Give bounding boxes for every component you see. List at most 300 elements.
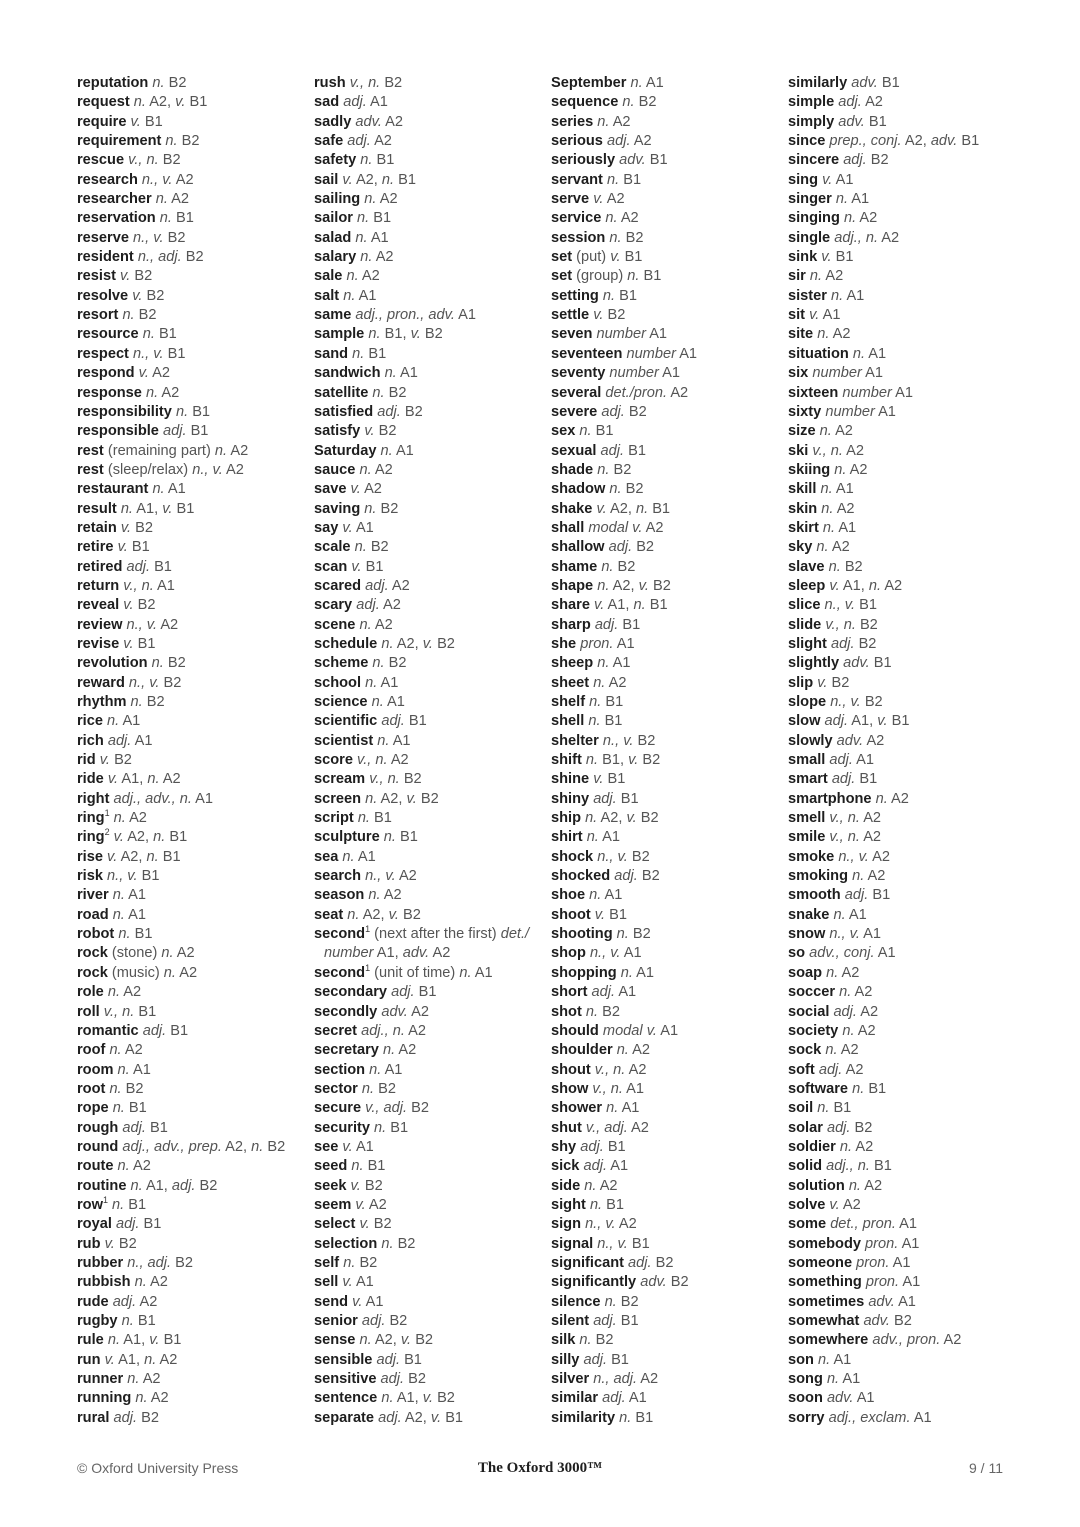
word-entry [77, 654, 309, 673]
part-of-speech: n. [586, 829, 599, 846]
headword: salary [314, 249, 357, 266]
word-entry [314, 151, 546, 170]
headword: secondly [314, 1003, 378, 1020]
headword: shadow [551, 481, 606, 498]
homonym-number: 1 [102, 1194, 108, 1205]
word-entry [314, 790, 546, 809]
cefr-level: A2 [364, 481, 382, 498]
word-entry [77, 770, 309, 789]
word-entry [314, 384, 546, 403]
cefr-level: B2 [420, 790, 439, 807]
headword: review [77, 616, 123, 633]
part-of-speech: adj. [838, 94, 862, 111]
cefr-level: B2 [638, 94, 657, 111]
headword: resort [77, 307, 119, 324]
part-of-speech: n., v. [126, 616, 158, 633]
word-entry [788, 1061, 1020, 1080]
word-entry [788, 93, 1020, 112]
part-of-speech: adj. [583, 1158, 607, 1175]
headword: revise [77, 635, 120, 652]
cefr-level: A2 [633, 133, 652, 150]
cefr-level: A1 [370, 94, 388, 111]
part-of-speech: n. [826, 1371, 840, 1388]
headword: serious [551, 133, 603, 150]
cefr-level: A2 [840, 1042, 859, 1059]
part-of-speech: v. [104, 1351, 115, 1368]
word-entry [551, 751, 783, 770]
headword: sad [314, 94, 340, 111]
headword: shower [551, 1100, 603, 1117]
word-entry [314, 1312, 546, 1331]
headword: sentence [314, 1390, 378, 1407]
word-entry [314, 267, 546, 286]
word-entry [551, 1177, 783, 1196]
part-of-speech: n. [609, 481, 622, 498]
word-entry [551, 654, 783, 673]
cefr-level: A2 [606, 191, 625, 208]
word-entry [314, 944, 546, 963]
part-of-speech: adj. [601, 403, 625, 420]
part-of-speech: n. [109, 1042, 122, 1059]
cefr-level: B1 [652, 500, 671, 517]
part-of-speech: v. [593, 307, 604, 324]
part-of-speech: n. [606, 171, 620, 188]
part-of-speech: n. [852, 1080, 865, 1097]
word-entry [788, 790, 1020, 809]
part-of-speech: v. [410, 326, 421, 343]
part-of-speech: n. [627, 268, 640, 285]
headword: roll [77, 1003, 100, 1020]
part-of-speech: n. [381, 1390, 394, 1407]
part-of-speech: v. [351, 558, 362, 575]
part-of-speech: n. [364, 191, 377, 208]
cefr-level: A2 [398, 1042, 417, 1059]
cefr-level: B2 [146, 287, 165, 304]
word-entry [788, 848, 1020, 867]
word-entry [551, 1215, 783, 1234]
cefr-level: A2 [230, 442, 249, 459]
cefr-level: A2, [396, 635, 419, 652]
part-of-speech: adj. [107, 732, 132, 749]
word-entry [77, 267, 309, 286]
cefr-level: A2 [375, 249, 394, 266]
headword: section [314, 1061, 366, 1078]
headword: science [314, 694, 368, 710]
headword: retain [77, 519, 117, 536]
cefr-level: B1 [604, 713, 623, 730]
cefr-level: B1 [606, 1196, 625, 1213]
cefr-level: A1, [851, 713, 874, 730]
word-entry [551, 113, 783, 132]
cefr-level: A2 [162, 771, 181, 788]
word-entry [314, 442, 546, 461]
headword: share [551, 597, 590, 614]
headword: rhythm [77, 694, 127, 710]
headword: soil [788, 1100, 814, 1117]
headword: shirt [551, 829, 583, 846]
word-entry [314, 519, 546, 538]
headword: sometimes [788, 1293, 865, 1310]
part-of-speech: n. [809, 268, 823, 285]
part-of-speech: n. [619, 1409, 632, 1426]
part-of-speech: n. [144, 1351, 157, 1368]
part-of-speech: adj. [830, 635, 855, 652]
part-of-speech: v. [406, 790, 417, 807]
part-of-speech: n. [360, 152, 373, 169]
headword: rise [77, 848, 103, 865]
word-entry [551, 983, 783, 1002]
cefr-level: A2 [620, 210, 639, 227]
part-of-speech: n. [107, 1332, 120, 1349]
word-column-1 [77, 74, 309, 1428]
cefr-level: B2 [595, 1332, 614, 1349]
headword: society [788, 1022, 839, 1039]
headword: script [314, 810, 354, 827]
word-entry [788, 325, 1020, 344]
cefr-level: A1 [902, 1274, 921, 1291]
part-of-speech: n. [616, 1042, 629, 1059]
word-entry [551, 403, 783, 422]
word-entry [551, 1157, 783, 1176]
headword: sincere [788, 152, 840, 169]
cefr-level: A1 [134, 732, 153, 749]
word-entry [788, 1177, 1020, 1196]
cefr-level: B2 [380, 500, 399, 517]
part-of-speech: number [626, 345, 676, 362]
cefr-level: B2 [607, 307, 626, 324]
cefr-level: A2, [225, 1138, 248, 1155]
word-entry [77, 190, 309, 209]
cefr-level: B1 [399, 829, 418, 846]
part-of-speech: v. [626, 810, 637, 827]
part-of-speech: n. [112, 887, 125, 904]
word-entry [314, 171, 546, 190]
headword: row [77, 1196, 103, 1213]
headword: resident [77, 249, 134, 266]
cefr-level: A2 [943, 1332, 962, 1349]
headword: someone [788, 1254, 853, 1271]
cefr-level: A2, [612, 577, 635, 594]
word-entry [77, 229, 309, 248]
part-of-speech: n. [585, 1003, 599, 1020]
part-of-speech: n. [365, 674, 378, 691]
headword: shooting [551, 926, 613, 943]
cefr-level: A2 [670, 384, 689, 401]
word-entry [788, 964, 1020, 983]
part-of-speech: modal v. [602, 1022, 657, 1039]
word-entry [314, 306, 546, 325]
word-entry [77, 74, 309, 93]
headword: reservation [77, 210, 156, 227]
word-entry [788, 209, 1020, 228]
word-entry [77, 113, 309, 132]
word-entry [551, 422, 783, 441]
headword: should [551, 1022, 599, 1039]
word-entry [551, 1273, 783, 1292]
part-of-speech: n. [130, 694, 143, 710]
cefr-level: A2 [881, 229, 900, 246]
part-of-speech: n. [589, 694, 602, 710]
part-of-speech: adv., conj. [809, 945, 875, 962]
word-entry [551, 287, 783, 306]
cefr-level: B2 [163, 674, 182, 691]
word-entry [77, 1215, 309, 1234]
cefr-level: B2 [636, 539, 655, 556]
headword: salad [314, 229, 352, 246]
headword: shout [551, 1061, 591, 1078]
headword: shoot [551, 906, 591, 923]
cefr-level: B2 [617, 558, 636, 575]
word-entry [551, 558, 783, 577]
part-of-speech: v., n. [812, 442, 843, 459]
cefr-level: A1 [660, 1022, 679, 1039]
headword: separate [314, 1409, 375, 1426]
part-of-speech: adj. [381, 713, 405, 730]
part-of-speech: n. [107, 713, 120, 730]
cefr-level: A2 [226, 461, 244, 478]
cefr-level: A1 [623, 945, 642, 962]
word-entry [551, 925, 783, 944]
word-entry [314, 558, 546, 577]
cefr-level: B1 [833, 1100, 852, 1117]
headword: signal [551, 1235, 594, 1252]
word-entry [314, 325, 546, 344]
cefr-level: A1 [392, 732, 411, 749]
headword: software [788, 1080, 849, 1097]
homonym-number: 1 [104, 808, 110, 819]
headword: shift [551, 752, 582, 769]
word-entry [788, 1409, 1020, 1428]
word-entry [551, 1235, 783, 1254]
word-entry [551, 809, 783, 828]
word-entry [788, 461, 1020, 480]
headword: sexual [551, 442, 597, 459]
word-entry [314, 886, 546, 905]
cefr-level: A2 [891, 790, 909, 807]
part-of-speech: v., n. [349, 75, 381, 91]
word-entry [551, 461, 783, 480]
part-of-speech: adj. [606, 133, 631, 150]
word-entry [788, 1099, 1020, 1118]
part-of-speech: v. [593, 191, 604, 208]
part-of-speech: adj. [356, 597, 380, 614]
headword: smartphone [788, 790, 872, 807]
cefr-level: B2 [437, 1390, 455, 1407]
word-entry [551, 74, 783, 93]
headword: shoulder [551, 1042, 613, 1059]
headword: sale [314, 268, 343, 285]
part-of-speech: n., v. [824, 597, 856, 614]
word-entry [788, 712, 1020, 731]
part-of-speech: v. [809, 307, 820, 324]
headword: seventy [551, 365, 606, 382]
headword: side [551, 1177, 581, 1194]
word-entry [551, 1370, 783, 1389]
headword: royal [77, 1216, 112, 1233]
headword: sir [788, 268, 806, 285]
part-of-speech: v., n. [123, 577, 154, 594]
cefr-level: A1 [899, 1216, 918, 1233]
word-entry [551, 635, 783, 654]
cefr-level: B2 [118, 1235, 137, 1252]
part-of-speech: v. [400, 1332, 412, 1349]
cefr-level: B2 [655, 1254, 674, 1271]
part-of-speech: v. [596, 500, 607, 517]
headword: sail [314, 171, 339, 188]
cefr-level: A1 [822, 307, 841, 324]
word-entry [77, 828, 309, 847]
cefr-level: A2 [390, 752, 409, 769]
cefr-level: A2 [152, 365, 171, 382]
part-of-speech: adj. [112, 1293, 137, 1310]
cefr-level: A1 [842, 1371, 861, 1388]
word-entry [77, 790, 309, 809]
word-entry [314, 635, 546, 654]
headword: sight [551, 1196, 586, 1213]
headword: resource [77, 326, 139, 343]
cefr-level: B2 [602, 1003, 620, 1020]
cefr-level: B1, [602, 752, 625, 769]
word-entry [788, 248, 1020, 267]
headword: somewhat [788, 1313, 860, 1329]
word-entry [314, 964, 546, 983]
cefr-level: B1 [192, 403, 211, 420]
part-of-speech: v., n. [825, 616, 856, 633]
part-of-speech: det., pron. [830, 1216, 896, 1233]
part-of-speech: adv. [402, 945, 430, 962]
cefr-level: B1 [868, 1080, 887, 1097]
cefr-level: B1 [961, 133, 980, 150]
part-of-speech: adj. [378, 1409, 402, 1426]
part-of-speech: n. [630, 75, 643, 91]
part-of-speech: n. [364, 500, 377, 517]
word-entry [788, 442, 1020, 461]
part-of-speech: n. [346, 268, 359, 285]
headword: slow [788, 713, 821, 730]
part-of-speech: adj. [580, 1138, 604, 1155]
headword: silver [551, 1371, 590, 1388]
part-of-speech: adv. [843, 655, 870, 672]
word-entry [788, 403, 1020, 422]
part-of-speech: adj. [115, 1216, 140, 1233]
cefr-level: A2 [860, 1003, 879, 1020]
headword: soccer [788, 984, 836, 1001]
part-of-speech: n. [604, 1293, 617, 1310]
cefr-level: A1 [132, 1061, 151, 1078]
part-of-speech: adj. [162, 423, 187, 440]
part-of-speech: n. [585, 752, 599, 769]
part-of-speech: n. [384, 365, 397, 382]
headword: shape [551, 577, 594, 594]
headword: somewhere [788, 1332, 869, 1349]
cefr-level: A1 [878, 403, 896, 420]
part-of-speech: n., v. [128, 674, 160, 691]
cefr-level: A2 [171, 191, 189, 208]
part-of-speech: n. [122, 307, 135, 324]
part-of-speech: adj., n. [826, 1158, 870, 1175]
headword: so [788, 945, 806, 962]
part-of-speech: adj. [826, 1119, 851, 1136]
cefr-level: B1 [390, 1119, 409, 1136]
word-entry [314, 1351, 546, 1370]
part-of-speech: n. [816, 539, 829, 556]
cefr-level: B1 [859, 597, 878, 614]
cefr-level: B1 [167, 345, 186, 362]
cefr-level: B1 [620, 1313, 639, 1329]
cefr-level: A1 [358, 287, 377, 304]
cefr-level: A1 [856, 752, 875, 769]
headword: sky [788, 539, 813, 556]
cefr-level: A1 [195, 790, 214, 807]
headword: respect [77, 345, 129, 362]
headword: request [77, 94, 130, 111]
headword: screen [314, 790, 362, 807]
headword: sequence [551, 94, 619, 111]
part-of-speech: adj. [380, 1371, 405, 1388]
headword: silk [551, 1332, 576, 1349]
word-entry [551, 500, 783, 519]
part-of-speech: n., v. [597, 1235, 628, 1252]
word-entry [314, 1080, 546, 1099]
headword: saving [314, 500, 361, 517]
word-entry [788, 1351, 1020, 1370]
part-of-speech: n. [354, 539, 367, 556]
word-entry [314, 751, 546, 770]
word-entry [551, 1351, 783, 1370]
headword: senior [314, 1313, 358, 1329]
word-entry [551, 1312, 783, 1331]
part-of-speech: n. [251, 1138, 264, 1155]
cefr-level: B2 [181, 133, 200, 150]
word-entry [788, 1370, 1020, 1389]
word-entry [551, 538, 783, 557]
word-entry [551, 906, 783, 925]
word-entry [314, 1003, 546, 1022]
part-of-speech: number [596, 326, 646, 343]
part-of-speech: n. [369, 1061, 382, 1078]
part-of-speech: number [609, 365, 659, 382]
word-entry [314, 93, 546, 112]
headword: ring [77, 810, 105, 827]
cefr-level: A2 [832, 326, 851, 343]
headword: similarly [788, 75, 848, 91]
part-of-speech: n. [817, 326, 830, 343]
part-of-speech: v. [123, 635, 134, 652]
part-of-speech: n. [117, 1158, 130, 1175]
cefr-level: A2 [160, 616, 179, 633]
cefr-level: B1 [137, 635, 156, 652]
part-of-speech: n. [381, 171, 395, 188]
page-number: 9 / 11 [969, 1460, 1003, 1476]
part-of-speech: adv. [863, 1313, 890, 1329]
part-of-speech: adv. [381, 1003, 408, 1020]
cefr-level: B2 [267, 1138, 286, 1155]
headword: sensitive [314, 1371, 377, 1388]
headword: slave [788, 558, 825, 575]
cefr-level: A1 [628, 1390, 647, 1407]
cefr-level: A2 [124, 1042, 143, 1059]
word-entry [77, 442, 309, 461]
headword: slip [788, 674, 814, 691]
part-of-speech: adj., exclam. [828, 1409, 911, 1426]
part-of-speech: n. [597, 461, 610, 478]
headword: session [551, 229, 606, 246]
word-entry [551, 132, 783, 151]
headword: reputation [77, 75, 149, 91]
cefr-level: B2 [870, 152, 889, 169]
word-entry [314, 616, 546, 635]
part-of-speech: pron. [580, 635, 614, 652]
